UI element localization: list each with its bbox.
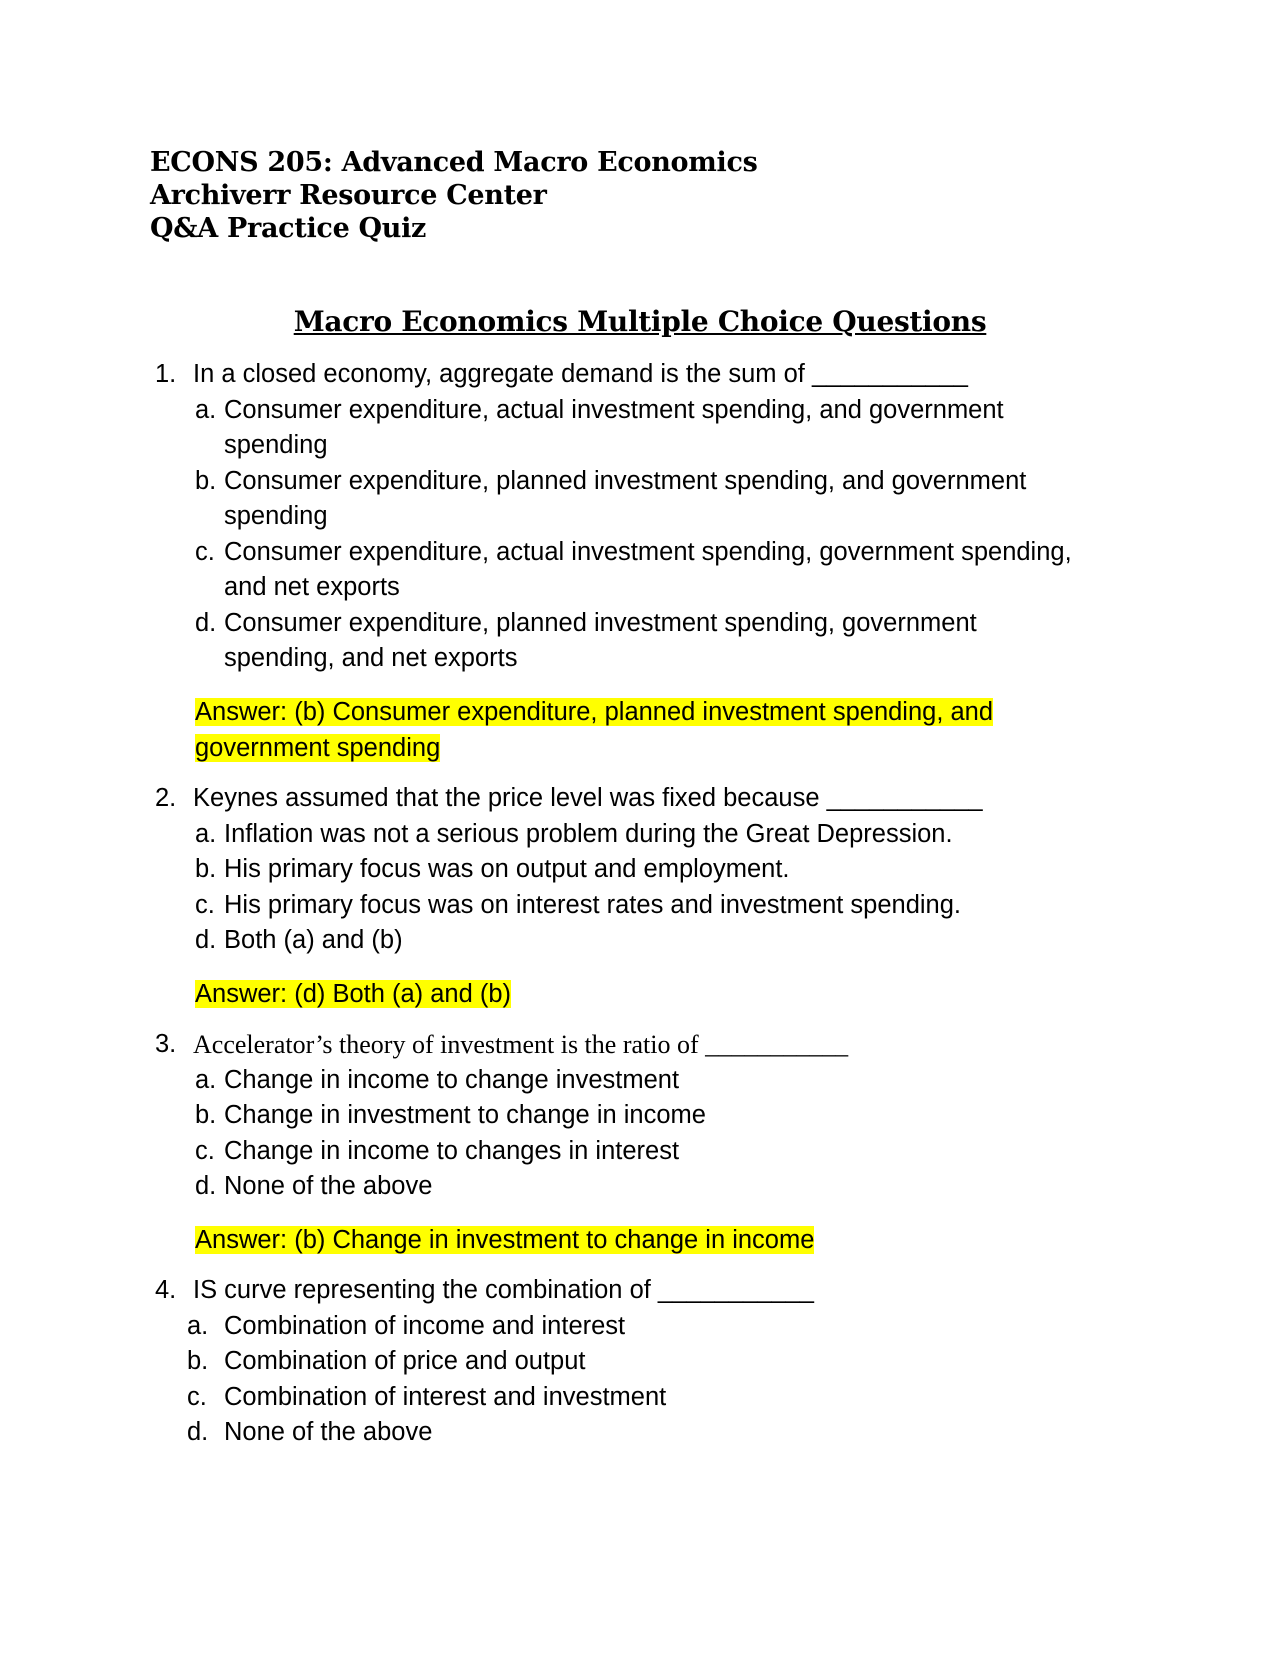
question-text: Keynes assumed that the price level was fixed because ___________ <box>193 784 983 812</box>
option-c <box>0 888 1280 924</box>
option-letter: b. <box>195 466 217 495</box>
option-text-line2: and net exports <box>224 573 400 601</box>
option-b <box>0 852 1280 888</box>
option-letter: c. <box>187 1382 207 1411</box>
question-number: 3. <box>155 1030 177 1058</box>
option-text: Change in investment to change in income <box>224 1101 706 1129</box>
option-letter: c. <box>195 1136 215 1165</box>
option-text: None of the above <box>224 1172 433 1200</box>
question-3 <box>0 1027 1280 1205</box>
section-title: Macro Economics Multiple Choice Questions <box>293 305 987 338</box>
option-b <box>0 464 1280 535</box>
course-title: ECONS 205: Advanced Macro Economics <box>150 147 758 178</box>
option-c <box>0 535 1280 606</box>
option-text: Combination of price and output <box>224 1347 586 1375</box>
option-text-line1: Consumer expenditure, planned investment spending, and government <box>224 466 1027 495</box>
option-letter: a. <box>195 1065 217 1094</box>
option-text: His primary focus was on output and employment. <box>224 855 790 883</box>
question-number: 2. <box>155 784 177 812</box>
option-a <box>0 1063 1280 1099</box>
option-c <box>0 1380 1280 1416</box>
resource-center-title: Archiverr Resource Center <box>150 180 547 211</box>
option-letter: d. <box>195 1172 217 1200</box>
question-number: 4. <box>155 1276 177 1304</box>
option-letter: a. <box>187 1311 209 1340</box>
question-4 <box>0 1273 1280 1451</box>
option-b <box>0 1098 1280 1134</box>
option-text: Combination of interest and investment <box>224 1382 667 1411</box>
option-letter: c. <box>195 537 215 566</box>
option-d <box>0 1169 1280 1205</box>
question-text: Accelerator’s theory of investment is the ratio of ___________ <box>193 1030 849 1059</box>
option-text: Inflation was not a serious problem during the Great Depression. <box>224 819 953 848</box>
question-2 <box>0 781 1280 959</box>
answer-text-line1: Answer: (b) Consumer expenditure, planned investment spending, and <box>195 698 994 726</box>
option-letter: b. <box>195 1101 217 1129</box>
answer-1 <box>195 695 993 766</box>
option-b <box>0 1344 1280 1380</box>
answer-text-line2: government spending <box>195 733 441 762</box>
question-text: In a closed economy, aggregate demand is the sum of ___________ <box>193 360 968 388</box>
question-stem <box>0 1027 1280 1063</box>
option-text: Both (a) and (b) <box>224 926 403 954</box>
option-text-line1: Consumer expenditure, actual investment spending, and government <box>224 395 1004 424</box>
option-letter: a. <box>195 819 217 848</box>
option-d <box>0 606 1280 677</box>
option-c <box>0 1134 1280 1170</box>
option-letter: b. <box>187 1347 209 1375</box>
question-text: IS curve representing the combination of ___________ <box>193 1276 814 1304</box>
question-1 <box>0 357 1280 677</box>
answer-2 <box>195 977 511 1013</box>
option-letter: b. <box>195 855 217 883</box>
option-letter: c. <box>195 890 215 919</box>
answer-text: Answer: (d) Both (a) and (b) <box>195 980 512 1008</box>
question-number: 1. <box>155 360 177 388</box>
option-text: Change in income to changes in interest <box>224 1136 680 1165</box>
option-text: His primary focus was on interest rates and investment spending. <box>224 890 962 919</box>
option-letter: d. <box>195 608 217 637</box>
option-letter: a. <box>195 395 217 424</box>
option-a <box>0 393 1280 464</box>
option-a <box>0 817 1280 853</box>
option-d <box>0 923 1280 959</box>
question-stem <box>0 357 1280 393</box>
option-text: Change in income to change investment <box>224 1065 680 1094</box>
option-text-line2: spending, and net exports <box>224 644 518 672</box>
option-text-line1: Consumer expenditure, planned investment spending, government <box>224 608 977 637</box>
question-stem <box>0 1273 1280 1309</box>
question-stem <box>0 781 1280 817</box>
option-text-line2: spending <box>224 431 328 459</box>
option-letter: d. <box>195 926 217 954</box>
option-text: Combination of income and interest <box>224 1311 626 1340</box>
option-text-line1: Consumer expenditure, actual investment spending, government spending, <box>224 537 1072 566</box>
answer-text: Answer: (b) Change in investment to change in income <box>195 1226 815 1254</box>
document-header <box>150 146 758 245</box>
option-letter: d. <box>187 1418 209 1446</box>
option-d <box>0 1415 1280 1451</box>
option-text: None of the above <box>224 1418 433 1446</box>
quiz-title: Q&A Practice Quiz <box>150 213 427 244</box>
answer-3 <box>195 1223 814 1259</box>
option-text-line2: spending <box>224 502 328 530</box>
option-a <box>0 1309 1280 1345</box>
